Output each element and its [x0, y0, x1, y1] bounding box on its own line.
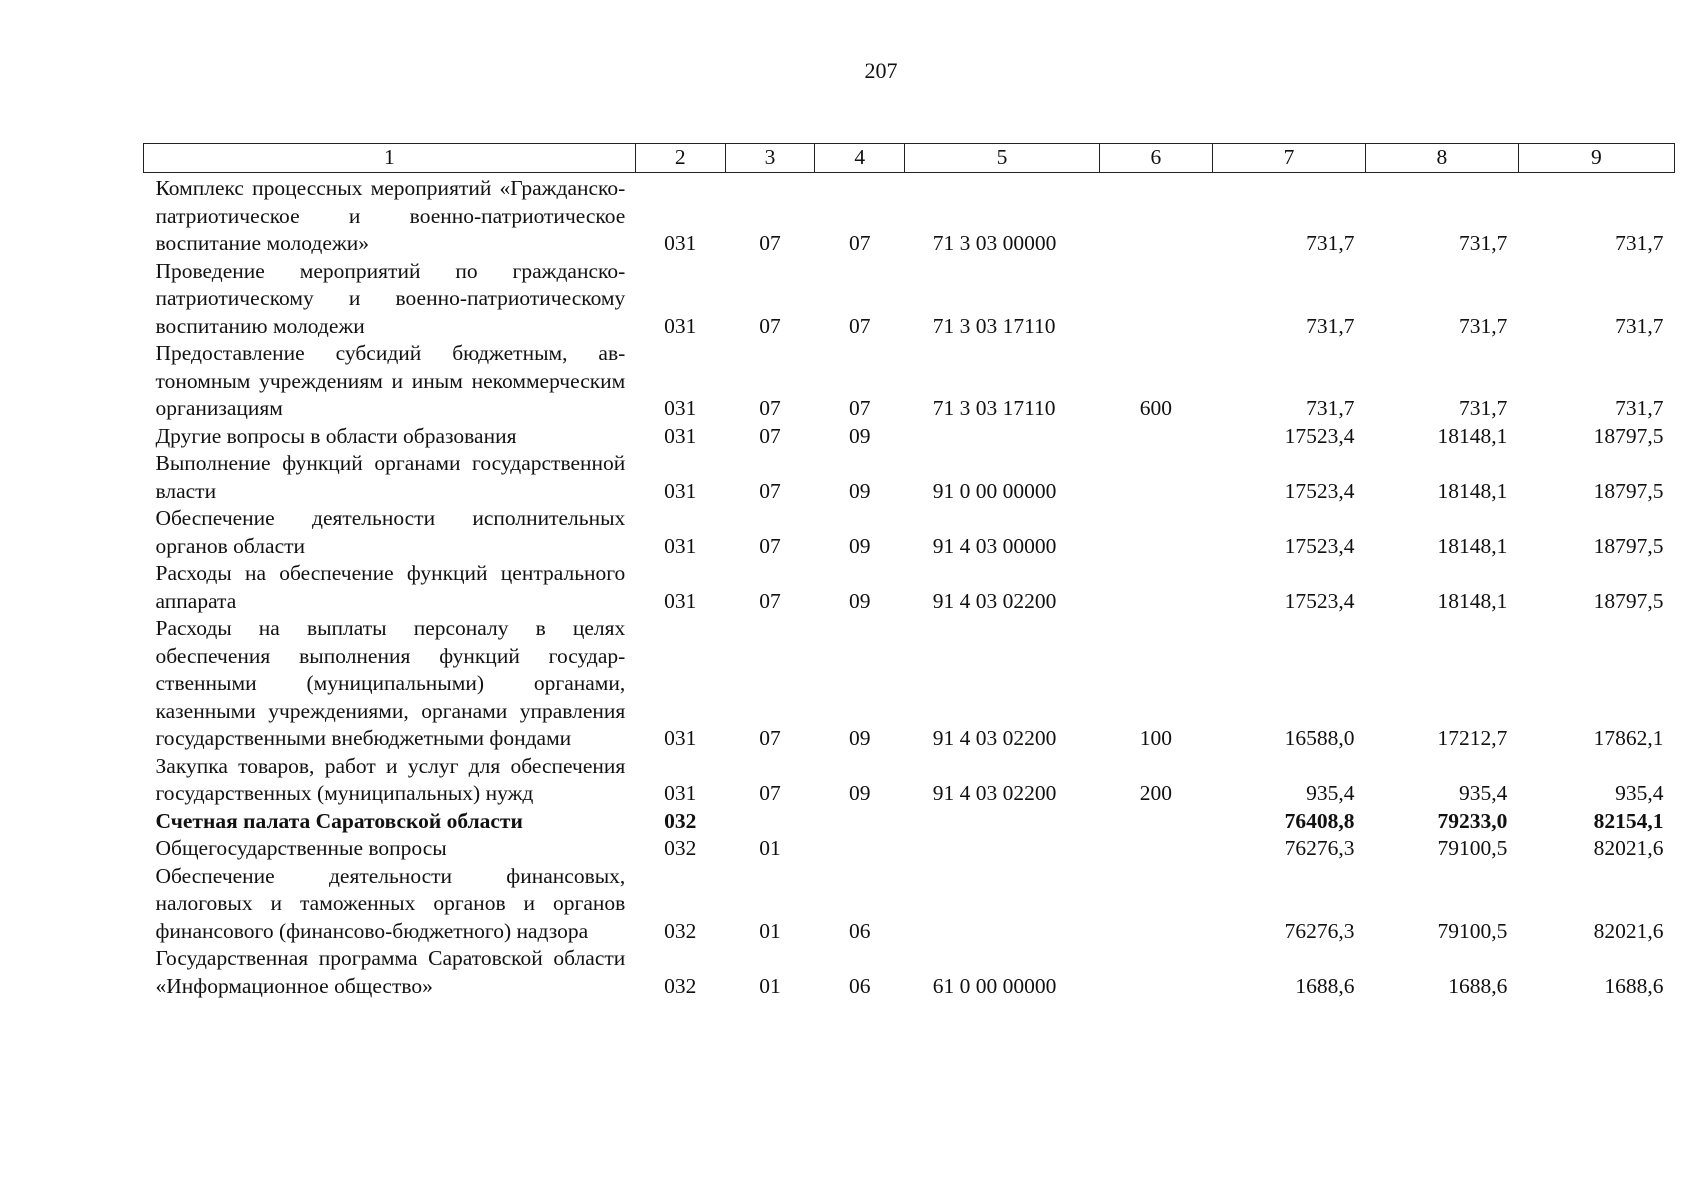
- table-row: [144, 505, 1675, 560]
- section-code-cell: 01: [759, 973, 781, 998]
- amount-year-1-cell: 17523,4: [1284, 588, 1355, 613]
- ministry-code-cell: 032: [664, 918, 697, 943]
- subsection-code-cell: 07: [849, 313, 871, 338]
- section-code-cell: 07: [759, 781, 781, 805]
- ministry-code-cell: 031: [664, 478, 697, 503]
- amount-year-1-cell: 17523,4: [1284, 423, 1355, 448]
- header-cell-5: 5: [905, 144, 1100, 173]
- subsection-code-cell: 09: [849, 781, 871, 805]
- target-article-cell: [905, 835, 1100, 863]
- section-code-cell: 07: [759, 231, 781, 255]
- section-code-cell: 07: [759, 533, 781, 558]
- amount-year-1-cell: 1688,6: [1295, 973, 1355, 998]
- amount-year-1-cell: 76276,3: [1284, 918, 1355, 943]
- ministry-code-cell: 031: [664, 423, 697, 448]
- row-name-cell: Счетная палата Саратовской области: [155, 808, 523, 833]
- amount-year-2-cell: 18148,1: [1437, 423, 1508, 448]
- expense-type-cell: 600: [1139, 396, 1173, 420]
- expense-type-cell: 100: [1139, 726, 1173, 750]
- section-code-cell: 07: [759, 726, 781, 750]
- section-code-cell: 07: [759, 396, 781, 420]
- ministry-code-cell: 032: [664, 808, 697, 833]
- amount-year-1-cell: 731,7: [1306, 313, 1355, 338]
- expense-type-cell: 200: [1139, 781, 1173, 805]
- expense-type-cell: [1099, 945, 1212, 1000]
- target-article-cell: 91 4 03 02200: [932, 726, 1057, 750]
- subsection-code-cell: 09: [849, 588, 871, 613]
- ministry-code-cell: 031: [664, 726, 697, 750]
- amount-year-1-cell: 76408,8: [1284, 808, 1355, 833]
- ministry-code-cell: 031: [664, 533, 697, 558]
- header-cell-3: 3: [725, 144, 815, 173]
- row-name-cell: Обеспечение деятельности финансовых, налоговых и таможенных органов и органов финансового (финансово-бюджетного) надзора: [155, 863, 626, 943]
- expense-type-cell: [1099, 835, 1212, 863]
- amount-year-2-cell: 17212,7: [1437, 726, 1508, 750]
- expense-type-cell: [1099, 808, 1212, 836]
- amount-year-2-cell: 18148,1: [1437, 588, 1508, 613]
- subsection-code-cell: 09: [849, 478, 871, 503]
- row-name-cell: Выполнение функций органами государственной власти: [155, 451, 626, 503]
- amount-year-2-cell: 1688,6: [1448, 973, 1508, 998]
- subsection-code-cell: 07: [849, 396, 871, 420]
- section-code-cell: [725, 808, 815, 836]
- header-cell-8: 8: [1365, 144, 1518, 173]
- table-row: [144, 945, 1675, 1000]
- row-name-cell: Расходы на обеспечение функций центрального аппарата: [155, 561, 626, 613]
- section-code-cell: 07: [759, 478, 781, 503]
- header-cell-1: 1: [144, 144, 636, 173]
- amount-year-3-cell: 82154,1: [1593, 808, 1664, 833]
- amount-year-1-cell: 731,7: [1306, 396, 1355, 420]
- table-row: [144, 863, 1675, 946]
- amount-year-2-cell: 731,7: [1458, 313, 1508, 338]
- amount-year-1-cell: 935,4: [1306, 781, 1355, 805]
- header-row: [144, 144, 1675, 173]
- row-name-cell: Комплекс процессных мероприятий «Гражданско-патриотическое и военно-патриотическое воспитание молодежи»: [155, 176, 626, 255]
- table-header: [144, 144, 1675, 173]
- ministry-code-cell: 031: [664, 781, 697, 805]
- row-name-cell: Другие вопросы в области образования: [155, 423, 517, 448]
- ministry-code-cell: 031: [664, 313, 697, 338]
- amount-year-2-cell: 18148,1: [1437, 533, 1508, 558]
- subsection-code-cell: 09: [849, 423, 871, 448]
- amount-year-1-cell: 17523,4: [1284, 478, 1355, 503]
- expense-type-cell: [1099, 173, 1212, 258]
- amount-year-3-cell: 731,7: [1615, 231, 1664, 255]
- row-name-cell: Проведение мероприятий по гражданско-патриотическому и военно-патриотическому воспитанию молодежи: [155, 258, 626, 338]
- subsection-code-cell: 07: [849, 231, 871, 255]
- section-code-cell: 01: [759, 918, 781, 943]
- section-code-cell: 07: [759, 423, 781, 448]
- expense-type-cell: [1099, 423, 1212, 451]
- subsection-code-cell: [815, 835, 905, 863]
- row-name-cell: Государственная программа Саратовской области «Информационное общество»: [155, 946, 626, 998]
- table-row: [144, 450, 1675, 505]
- ministry-code-cell: 032: [664, 836, 697, 860]
- target-article-cell: 71 3 03 00000: [932, 231, 1057, 255]
- amount-year-2-cell: 79100,5: [1437, 836, 1508, 860]
- target-article-cell: 91 4 03 00000: [932, 533, 1057, 558]
- header-cell-6: 6: [1099, 144, 1212, 173]
- amount-year-1-cell: 17523,4: [1284, 533, 1355, 558]
- amount-year-3-cell: 731,7: [1615, 396, 1664, 420]
- table-row: [144, 753, 1675, 808]
- target-article-cell: 91 0 00 00000: [932, 478, 1057, 503]
- target-article-cell: 71 3 03 17110: [932, 313, 1056, 338]
- amount-year-3-cell: 18797,5: [1593, 423, 1664, 448]
- table-row: [144, 615, 1675, 753]
- subsection-code-cell: [815, 808, 905, 836]
- table-row: [144, 258, 1675, 341]
- amount-year-2-cell: 79100,5: [1437, 918, 1508, 943]
- amount-year-2-cell: 935,4: [1458, 781, 1508, 805]
- target-article-cell: 71 3 03 17110: [932, 396, 1056, 420]
- table-row: [144, 340, 1675, 423]
- subsection-code-cell: 09: [849, 726, 871, 750]
- row-name-cell: Расходы на выплаты персоналу в целях обеспечения выполнения функций государственными (муниципальными) органами, казенными учреждениями, органами управления государственными внебюджетными фондами: [155, 616, 626, 750]
- amount-year-3-cell: 18797,5: [1593, 588, 1664, 613]
- expense-type-cell: [1099, 863, 1212, 946]
- section-code-cell: 07: [759, 313, 781, 338]
- subsection-code-cell: 06: [849, 918, 871, 943]
- expense-type-cell: [1099, 450, 1212, 505]
- table-row: [144, 560, 1675, 615]
- subsection-code-cell: 09: [849, 533, 871, 558]
- section-code-cell: 07: [759, 588, 781, 613]
- target-article-cell: [905, 863, 1100, 946]
- expense-type-cell: [1099, 258, 1212, 341]
- amount-year-2-cell: 731,7: [1458, 231, 1508, 255]
- amount-year-1-cell: 76276,3: [1284, 836, 1355, 860]
- target-article-cell: [905, 423, 1100, 451]
- header-cell-2: 2: [635, 144, 725, 173]
- table-row: [144, 173, 1675, 258]
- ministry-code-cell: 031: [664, 231, 697, 255]
- amount-year-3-cell: 18797,5: [1593, 533, 1664, 558]
- table-row: [144, 808, 1675, 836]
- target-article-cell: 91 4 03 02200: [932, 588, 1057, 613]
- amount-year-3-cell: 731,7: [1615, 313, 1664, 338]
- row-name-cell: Предоставление субсидий бюджетным, автономным учреждениям и иным некоммерческим организациям: [155, 341, 626, 420]
- amount-year-3-cell: 18797,5: [1593, 478, 1664, 503]
- amount-year-3-cell: 935,4: [1615, 781, 1664, 805]
- amount-year-3-cell: 82021,6: [1593, 836, 1664, 860]
- header-cell-7: 7: [1213, 144, 1366, 173]
- ministry-code-cell: 031: [664, 396, 697, 420]
- header-cell-4: 4: [815, 144, 905, 173]
- table-row: [144, 835, 1675, 863]
- expense-type-cell: [1099, 560, 1212, 615]
- amount-year-1-cell: 16588,0: [1284, 726, 1355, 750]
- amount-year-3-cell: 17862,1: [1593, 726, 1664, 750]
- amount-year-3-cell: 82021,6: [1593, 918, 1664, 943]
- row-name-cell: Закупка товаров, работ и услуг для обеспечения государственных (муниципальных) нужд: [155, 753, 626, 805]
- table-body: [144, 173, 1675, 1001]
- table-row: [144, 423, 1675, 451]
- target-article-cell: 91 4 03 02200: [932, 781, 1057, 805]
- amount-year-2-cell: 731,7: [1458, 396, 1508, 420]
- target-article-cell: 61 0 00 00000: [932, 973, 1057, 998]
- row-name-cell: Общегосударственные вопросы: [155, 836, 447, 860]
- ministry-code-cell: 032: [664, 973, 697, 998]
- expense-type-cell: [1099, 505, 1212, 560]
- budget-table: [143, 143, 1675, 1000]
- amount-year-1-cell: 731,7: [1306, 231, 1355, 255]
- ministry-code-cell: 031: [664, 588, 697, 613]
- amount-year-3-cell: 1688,6: [1604, 973, 1664, 998]
- section-code-cell: 01: [759, 836, 781, 860]
- target-article-cell: [905, 808, 1100, 836]
- header-cell-9: 9: [1518, 144, 1674, 173]
- amount-year-2-cell: 79233,0: [1437, 808, 1508, 833]
- page-number: 207: [864, 58, 898, 83]
- amount-year-2-cell: 18148,1: [1437, 478, 1508, 503]
- subsection-code-cell: 06: [849, 973, 871, 998]
- row-name-cell: Обеспечение деятельности исполнительных органов области: [155, 506, 626, 558]
